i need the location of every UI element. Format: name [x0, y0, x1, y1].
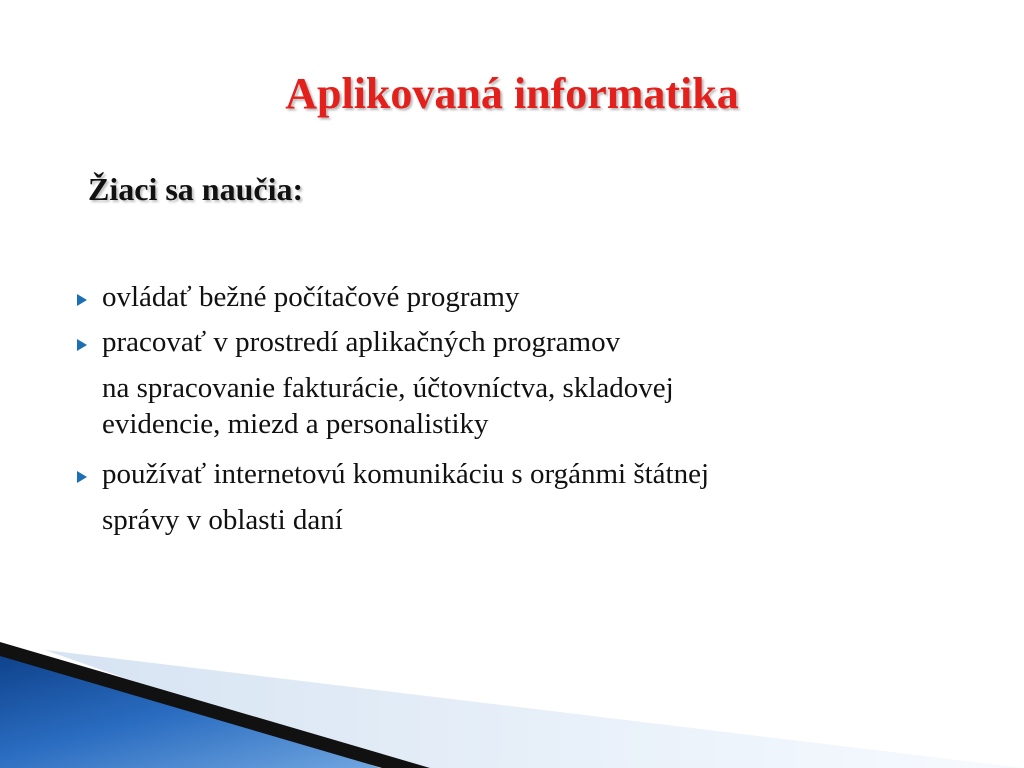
bullet-item-2-continuation-2: evidencie, miezd a personalistiky [102, 408, 489, 440]
bullet-item-2-continuation-1: na spracovanie fakturácie, účtovníctva, skladovej [102, 372, 674, 404]
bullet-item-3: používať internetovú komunikáciu s orgánmi štátnej [102, 458, 710, 490]
triangle-right-icon [76, 293, 88, 307]
bottom-decoration [0, 620, 1024, 768]
bullet-item-3-continuation: správy v oblasti daní [102, 504, 343, 536]
bullet-item-1: ovládať bežné počítačové programy [102, 281, 520, 313]
bullet-item-2: pracovať v prostredí aplikačných programov [102, 326, 621, 358]
triangle-right-icon [76, 338, 88, 352]
triangle-right-icon [76, 470, 88, 484]
slide-subtitle: Žiaci sa naučia: [88, 171, 304, 207]
slide-title: Aplikovaná informatika [285, 69, 739, 118]
